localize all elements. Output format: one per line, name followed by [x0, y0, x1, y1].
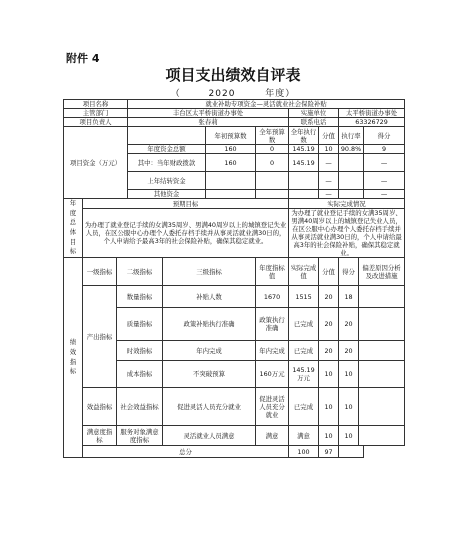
funds-full-exec [289, 172, 319, 190]
col-l2: 二级指标 [117, 258, 163, 286]
satisfaction-indicator-label: 满意度指标 [83, 426, 117, 446]
output-indicator-label: 产出指标 [83, 286, 117, 388]
total-score: 100 [289, 446, 319, 458]
perf-target: 促进灵活人员充分就业 [256, 388, 289, 426]
perf-l2: 社会效益指标 [117, 388, 163, 426]
funds-score: — [319, 154, 339, 172]
perf-header-row [64, 258, 405, 286]
perf-target: 满意 [256, 426, 289, 446]
funds-year-budget [206, 172, 256, 190]
perf-reason [359, 426, 405, 446]
funds-got: 9 [364, 145, 405, 154]
funds-full-budget: 0 [256, 154, 289, 172]
perf-l3: 促进灵活人员充分就业 [163, 388, 256, 426]
perf-target: 政策执行准确 [256, 308, 289, 341]
owner-row [64, 118, 405, 127]
phone-value: 63326729 [339, 118, 405, 127]
perf-l3: 灵活就业人员满意 [163, 426, 256, 446]
benefit-indicator-label: 效益指标 [83, 388, 117, 426]
perf-actual: 满意 [289, 426, 319, 446]
goals-header-row [64, 199, 405, 209]
perf-actual: 已完成 [289, 341, 319, 361]
col-score: 分值 [319, 127, 339, 145]
perf-row [64, 286, 405, 308]
funds-row-label: 上年结转资金 [128, 172, 206, 190]
total-label: 总分 [83, 446, 289, 458]
perf-actual: 已完成 [289, 388, 319, 426]
year-value: 2020 [208, 89, 236, 99]
funds-full-exec: 145.19 [289, 145, 319, 154]
project-name-row [64, 100, 405, 109]
actual-goal-text: 为办理了就业登记手续的女满35周岁、男满40周岁以上的城镇登记失业人员，在区公服中心办理个人委托存档手续并从事灵活就业满30日的，个人申请给最高3年的社会保险补贴，确保其稳定就业。 [289, 209, 405, 258]
col-exec-rate: 执行率 [339, 127, 364, 145]
funds-header-row [64, 127, 405, 145]
col-got: 得分 [364, 127, 405, 145]
perf-got: 20 [339, 341, 359, 361]
perf-l2: 质量指标 [117, 308, 163, 341]
col-full-budget: 全年预算数 [256, 127, 289, 145]
perf-row [64, 388, 405, 426]
funds-row-label: 年度资金总额 [128, 145, 206, 154]
funds-got: — [364, 190, 405, 199]
perf-actual: 1515 [289, 286, 319, 308]
perf-section-label: 绩效指标 [64, 258, 83, 458]
phone-label: 联系电话 [289, 118, 339, 127]
perf-actual: 145.19万元 [289, 361, 319, 388]
funds-score: — [319, 190, 339, 199]
perf-l3: 不突破预算 [163, 361, 256, 388]
page-title: 项目支出绩效自评表 [165, 66, 301, 84]
perf-got: 20 [339, 308, 359, 341]
funds-row-label: 其他资金 [128, 190, 206, 199]
perf-score: 20 [319, 308, 339, 341]
total-reason [339, 446, 364, 458]
perf-score: 10 [319, 388, 339, 426]
funds-full-budget: 0 [256, 145, 289, 154]
col-perf-got: 得分 [339, 258, 359, 286]
funds-score: 10 [319, 145, 339, 154]
col-l3: 三级指标 [163, 258, 256, 286]
col-full-exec: 全年执行数 [289, 127, 319, 145]
col-target: 年度指标值 [256, 258, 289, 286]
funds-full-budget [256, 190, 289, 199]
funds-year-budget: 160 [206, 154, 256, 172]
funds-exec-rate: 90.8% [339, 145, 364, 154]
perf-score: 10 [319, 426, 339, 446]
funds-got: — [364, 172, 405, 190]
perf-l2: 数量指标 [117, 286, 163, 308]
funds-exec-rate [339, 172, 364, 190]
funds-full-exec: 145.19 [289, 154, 319, 172]
funds-exec-rate [339, 190, 364, 199]
funds-full-budget [256, 172, 289, 190]
col-l1: 一级指标 [83, 258, 117, 286]
goals-body-row [64, 209, 405, 258]
year-open-paren: （ [170, 89, 181, 99]
evaluation-table [63, 99, 405, 458]
perf-target: 160万元 [256, 361, 289, 388]
perf-reason [359, 388, 405, 426]
actual-goal-header: 实际完成情况 [289, 199, 405, 209]
perf-target: 年内完成 [256, 341, 289, 361]
attachment-label: 附件 4 [66, 52, 100, 65]
perf-l2: 时效指标 [117, 341, 163, 361]
perf-l2: 成本指标 [117, 361, 163, 388]
perf-reason [359, 361, 405, 388]
total-got: 97 [319, 446, 339, 458]
total-row [64, 446, 405, 458]
dept-row [64, 109, 405, 118]
perf-score: 20 [319, 341, 339, 361]
owner-label: 项目负责人 [64, 118, 128, 127]
perf-l2: 服务对象满意度指标 [117, 426, 163, 446]
project-name-label: 项目名称 [64, 100, 128, 109]
funds-got: — [364, 154, 405, 172]
perf-reason [359, 341, 405, 361]
funds-exec-rate [339, 154, 364, 172]
perf-got: 10 [339, 388, 359, 426]
funds-score: — [319, 172, 339, 190]
expected-goal-text: 为办理了就业登记手续的女满35周岁、男满40周岁以上的城镇登记失业人员，在区公服中心办理个人委托存档手续并从事灵活就业满30日的，个人申请给予最高3年的社会保险补贴，确保其稳定就业。 [83, 209, 289, 258]
owner-value: 张春莉 [128, 118, 289, 127]
year-line [0, 86, 466, 99]
unit-value: 太平桥街道办事处 [339, 109, 405, 118]
perf-row [64, 426, 405, 446]
perf-actual: 已完成 [289, 308, 319, 341]
col-actual: 实际完成值 [289, 258, 319, 286]
perf-got: 10 [339, 426, 359, 446]
perf-reason [359, 286, 405, 308]
perf-score: 20 [319, 286, 339, 308]
perf-target: 1670 [256, 286, 289, 308]
perf-score: 10 [319, 361, 339, 388]
perf-l3: 政策补贴执行准确 [163, 308, 256, 341]
funds-year-budget [206, 190, 256, 199]
col-year-budget: 年初预算数 [206, 127, 256, 145]
col-perf-score: 分值 [319, 258, 339, 286]
dept-value: 丰台区太平桥街道办事处 [128, 109, 289, 118]
unit-label: 实施单位 [289, 109, 339, 118]
project-name-value: 就业补助专项资金—灵活就业社会保险补贴 [128, 100, 405, 109]
perf-reason [359, 308, 405, 341]
perf-got: 10 [339, 361, 359, 388]
dept-label: 主管部门 [64, 109, 128, 118]
expected-goal-header: 预期目标 [83, 199, 289, 209]
col-reason: 偏差原因分析及改进措施 [359, 258, 405, 286]
year-suffix: 年度） [265, 89, 296, 99]
funds-section-label: 项目资金（万元） [64, 127, 128, 199]
funds-row-label: 其中：当年财政拨款 [128, 154, 206, 172]
funds-year-budget: 160 [206, 145, 256, 154]
perf-got: 18 [339, 286, 359, 308]
perf-l3: 补贴人数 [163, 286, 256, 308]
funds-full-exec [289, 190, 319, 199]
goals-section-label: 年度总体目标 [64, 199, 83, 258]
perf-l3: 年内完成 [163, 341, 256, 361]
